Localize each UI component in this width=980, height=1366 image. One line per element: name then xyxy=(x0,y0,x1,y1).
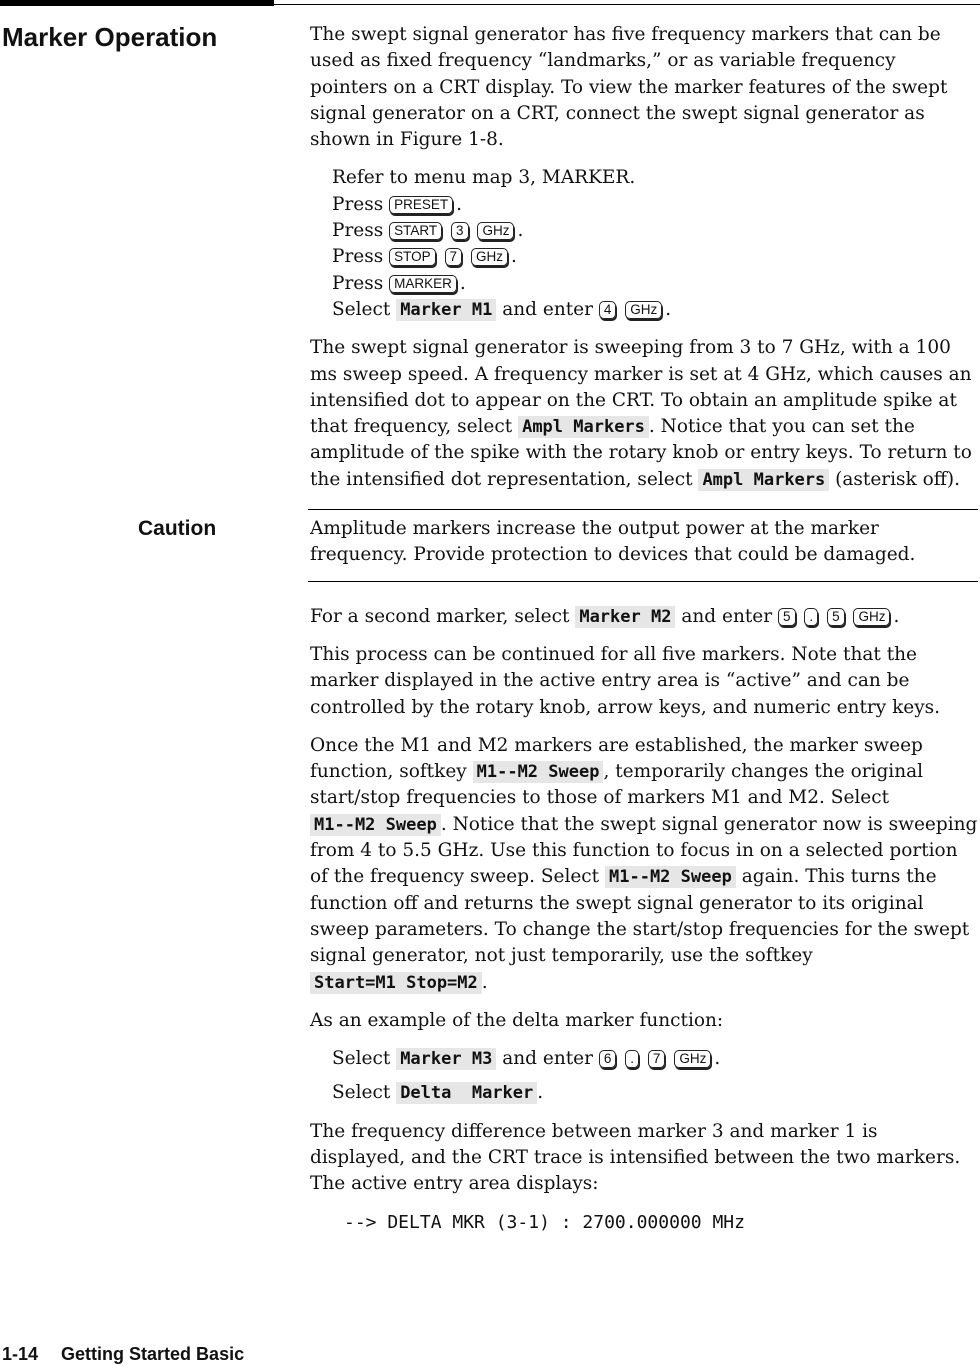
digit-5-key: 5 xyxy=(778,608,796,626)
softkey-marker-m2: Marker M2 xyxy=(575,606,675,628)
page-number: 1-14 xyxy=(2,1344,39,1364)
decimal-key: . xyxy=(804,608,818,626)
paragraph-sweep: Once the M1 and M2 markers are established, the marker sweep function, softkey M1--M2 Sweep , temporarily changes the original start/stop frequencies to those of markers M1 and M2. Select M1--M2 Sweep . Notice that the swept signal generator now is sweeping from 4 to 5.5 GHz. Use this function to focus in on a selected portion of the frequency sweep. Select M1--M2 Sweep again. This turns the function off and returns the swept signal generator to its original sweep parameters. To change the start/stop frequencies for the swept signal generator, not just temporarily, use the softkey Start=M1 Stop=M2 . xyxy=(310,734,978,993)
decimal-key: . xyxy=(625,1050,639,1068)
step-preset: Press PRESET . xyxy=(332,193,463,215)
stop-key: STOP xyxy=(389,248,436,266)
softkey-ampl-markers: Ampl Markers xyxy=(518,416,649,438)
digit-7-key: 7 xyxy=(445,248,463,266)
ghz-key: GHz xyxy=(625,301,662,319)
step-m3: Select Marker M3 and enter 6 . 7 GHz . xyxy=(332,1048,721,1070)
step-marker: Press MARKER . xyxy=(332,272,466,294)
ghz-key: GHz xyxy=(471,248,508,266)
caution-label: Caution xyxy=(138,517,217,541)
paragraph-delta-result: The frequency difference between marker 3 and marker 1 is displayed, and the CRT trace is intensified between the two markers. The active entry area displays: xyxy=(310,1120,961,1195)
caution-text: Amplitude markers increase the output power at the marker frequency. Provide protection to devices that could be damaged. xyxy=(310,518,916,566)
caution-box xyxy=(138,509,978,582)
ghz-key: GHz xyxy=(477,222,514,240)
intro-paragraph: The swept signal generator has five frequency markers that can be used as fixed frequency “landmarks,” or as variable frequency pointers on a CRT display. To view the marker features of the swept signal generator on a CRT, connect the swept signal generator as shown in Figure 1-8. xyxy=(310,24,948,151)
digit-3-key: 3 xyxy=(451,222,469,240)
softkey-m1-m2-sweep: M1--M2 Sweep xyxy=(310,814,441,836)
start-key: START xyxy=(389,222,442,240)
paragraph-m2: For a second marker, select Marker M2 and enter 5 . 5 GHz . xyxy=(310,605,900,627)
softkey-m1-m2-sweep: M1--M2 Sweep xyxy=(473,761,604,783)
digit-7-key: 7 xyxy=(648,1050,666,1068)
step-stop: Press STOP 7 GHz . xyxy=(332,246,517,268)
top-rule-thin xyxy=(274,4,980,5)
digit-6-key: 6 xyxy=(599,1050,617,1068)
body-text xyxy=(138,22,978,1236)
softkey-marker-m1: Marker M1 xyxy=(396,299,496,321)
marker-key: MARKER xyxy=(389,275,457,293)
softkey-ampl-markers: Ampl Markers xyxy=(698,469,829,491)
step-refer: Refer to menu map 3, MARKER. xyxy=(332,167,636,189)
ghz-key: GHz xyxy=(674,1050,711,1068)
top-rule xyxy=(0,0,274,6)
section-title: Marker Operation xyxy=(2,22,218,52)
softkey-marker-m3: Marker M3 xyxy=(396,1048,496,1070)
digit-4-key: 4 xyxy=(599,301,617,319)
step-m1: Select Marker M1 and enter 4 GHz . xyxy=(332,298,672,320)
step-list xyxy=(332,165,978,323)
paragraph-ampl: The swept signal generator is sweeping from 3 to 7 GHz, with a 100 ms sweep speed. A frequency marker is set at 4 GHz, which causes an intensified dot to appear on the CRT. To obtain an amplitude spike at that frequency, select Ampl Markers . Notice that you can set the amplitude of the spike with the rotary knob or entry keys. To return to the intensified dot representation, select Ampl Markers (asterisk off). xyxy=(310,337,972,490)
paragraph-five-markers: This process can be continued for all five markers. Note that the marker displayed in the active entry area is “active” and can be controlled by the rotary knob, arrow keys, and numeric entry keys. xyxy=(310,643,941,718)
paragraph-delta-intro: As an example of the delta marker function: xyxy=(310,1009,724,1031)
softkey-m1-m2-sweep: M1--M2 Sweep xyxy=(605,866,736,888)
page-footer xyxy=(2,1344,244,1365)
softkey-start-stop: Start=M1 Stop=M2 xyxy=(310,972,482,994)
softkey-delta-marker: Delta Marker xyxy=(396,1082,537,1104)
ghz-key: GHz xyxy=(853,608,890,626)
digit-5-key: 5 xyxy=(827,608,845,626)
footer-title: Getting Started Basic xyxy=(61,1344,245,1364)
step-list-delta xyxy=(332,1046,978,1107)
preset-key: PRESET xyxy=(389,196,453,214)
delta-readout: --> DELTA MKR (3-1) : 2700.000000 MHz xyxy=(344,1211,745,1233)
step-delta: Select Delta Marker . xyxy=(332,1082,544,1104)
step-start: Press START 3 GHz . xyxy=(332,220,524,242)
